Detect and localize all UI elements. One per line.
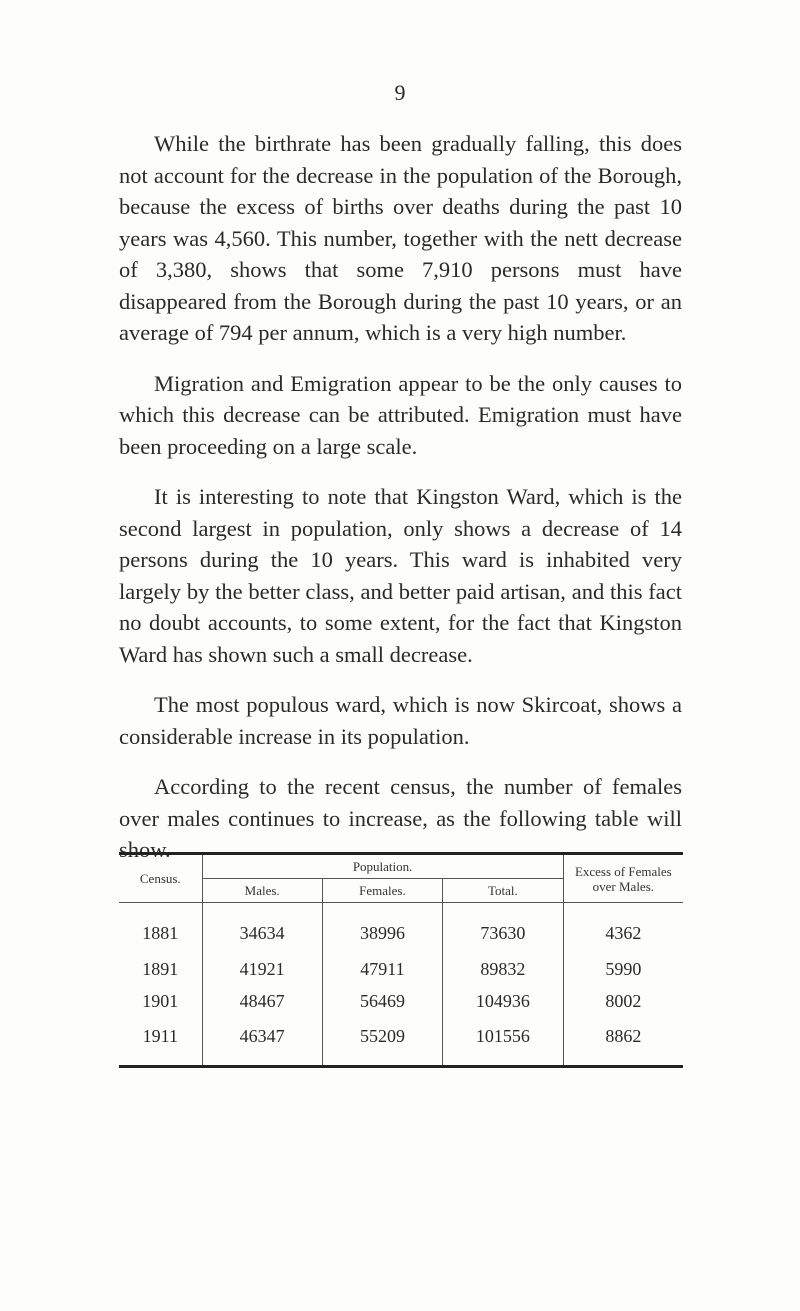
census-table [119,852,683,1068]
cell-total: 89832 [443,953,564,985]
cell-females: 38996 [322,903,442,954]
body-text [119,128,682,885]
cell-total: 73630 [443,903,564,954]
cell-excess: 4362 [605,922,642,943]
table-row [119,903,683,954]
cell-total: 104936 [443,985,564,1017]
cell-males: 48467 [202,985,322,1017]
header-excess: Excess of Females over Males. [563,854,683,903]
cell-census: 1891 [119,953,202,985]
paragraph-migration: Migration and Emigration appear to be the only causes to which this decrease can be attributed. Emigration must have been proceeding on a large scale. [119,370,682,459]
cell-females: 55209 [322,1017,442,1067]
header-females: Females. [322,879,442,903]
cell-females: 56469 [322,985,442,1017]
paragraph-birthrate: While the birthrate has been gradually falling, this does not account for the decrease in the population of the Borough, because the excess of births over deaths during the past 10 years was 4,560. This number, together with the nett decrease of 3,380, shows that some 7,910 persons must have disappeared from the Borough during the past 10 years, or an average of 794 per annum, which is a very high number. [119,131,682,345]
table-row [119,1017,683,1067]
cell-males: 34634 [202,903,322,954]
cell-census: 1911 [119,1017,202,1067]
cell-excess: 5990 [605,958,642,979]
paragraph-skircoat: The most populous ward, which is now Skircoat, shows a considerable increase in its population. [119,692,682,749]
paragraph-kingston-ward: It is interesting to note that Kingston Ward, which is the second largest in population, only shows a decrease of 14 persons during the 10 years. This ward is inhabited very largely by the better class, and better paid artisan, and this fact no doubt accounts, to some extent, for the fact that Kingston Ward has shown such a small decrease. [119,484,682,667]
cell-females: 47911 [322,953,442,985]
header-census: Census. [119,854,202,903]
page-number: 9 [394,80,406,105]
cell-males: 41921 [202,953,322,985]
header-total: Total. [443,879,564,903]
table-row [119,985,683,1017]
header-population: Population. [202,854,563,879]
header-males: Males. [202,879,322,903]
cell-total: 101556 [443,1017,564,1067]
cell-excess: 8862 [605,1025,642,1046]
cell-males: 46347 [202,1017,322,1067]
cell-census: 1901 [119,985,202,1017]
paragraph-census-intro: According to the recent census, the number of females over males continues to increase, as the following table will show. [119,774,682,862]
table-row [119,953,683,985]
cell-excess: 8002 [605,990,642,1011]
cell-census: 1881 [119,903,202,954]
